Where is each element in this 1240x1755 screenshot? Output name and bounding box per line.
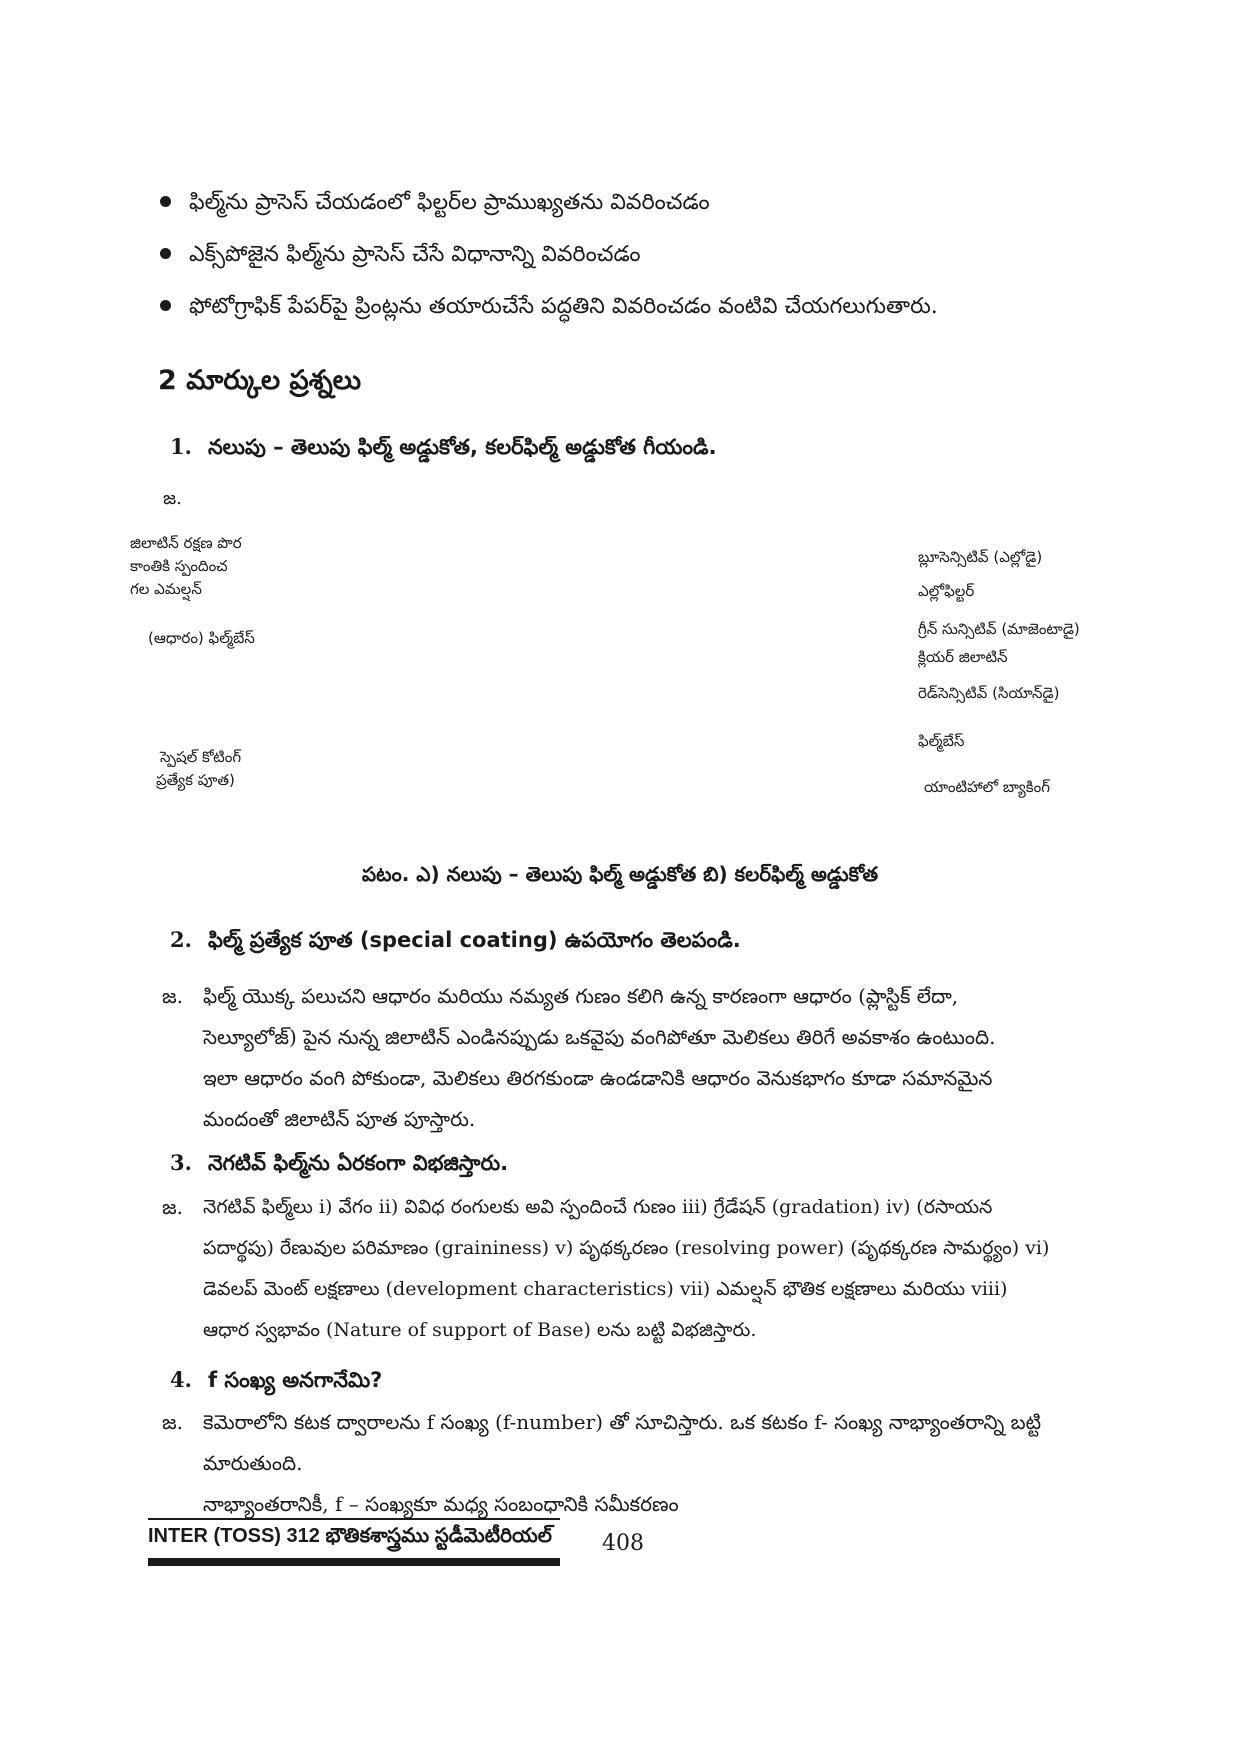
figure-caption: పటం. ఎ) నలుపు – తెలుపు ఫిల్మ్ అడ్డుకోత బి) కలర్‌ఫిల్మ్ అడ్డుకోత xyxy=(361,862,879,886)
bullet-item xyxy=(160,188,710,218)
answer-prefix: జ. xyxy=(162,1195,183,1219)
figure-label-left: (ఆధారం) ఫిల్మ్‌బేస్ xyxy=(148,629,255,647)
question-text: నెగటివ్ ఫిల్మ్‌ను ఏరకంగా విభజిస్తారు. xyxy=(207,1151,509,1175)
answer-prefix: జ. xyxy=(162,984,183,1008)
question-number: 1. xyxy=(170,434,192,459)
figure-label-right: రెడ్‌సెన్సిటివ్ (సియాన్‌డై) xyxy=(918,684,1060,702)
figure-label-right: క్లియర్ జిలాటిన్ xyxy=(918,648,1008,666)
answer-line: ఇలా ఆధారం వంగి పోకుండా, మెలికలు తిరగకుండా ఉండడానికి ఆధారం వెనుకభాగం కూడా సమానమైన xyxy=(203,1066,993,1090)
question-2 xyxy=(170,925,741,955)
figure-label-right: యాంటిహాలో బ్యాకింగ్ xyxy=(924,778,1050,796)
figure-label-left: గల ఎమల్షన్ xyxy=(130,580,202,598)
page-number: 408 xyxy=(602,1531,644,1556)
answer-line: నెగటివ్ ఫిల్మ్‌లు i) వేగం ii) వివిధ రంగులకు అవి స్పందించే గుణం iii) గ్రేడేషన్ (gradation) iv) (రసాయన xyxy=(203,1196,993,1218)
question-text: నలుపు – తెలుపు ఫిల్మ్ అడ్డుకోత, కలర్‌ఫిల్మ్ అడ్డుకోత గీయండి. xyxy=(207,435,717,459)
answer-prefix: జ. xyxy=(163,488,182,509)
answer-line: కెమెరాలోని కటక ద్వారాలను f సంఖ్య (f-number) తో సూచిస్తారు. ఒక కటకం f- సంఖ్య నాభ్యాంతరాన్ని బట్టి xyxy=(203,1410,1042,1434)
answer-prefix: జ. xyxy=(162,1410,183,1434)
question-4 xyxy=(170,1365,382,1395)
question-1 xyxy=(170,432,717,462)
figure-label-right: గ్రీన్ సున్సిటివ్ (మాజెంటాడై) xyxy=(918,620,1080,638)
figure-label-left: ప్రత్యేక పూత) xyxy=(156,771,235,789)
footer-title: INTER (TOSS) 312 భౌతికశాస్త్రము స్టడీమెటీరియల్ xyxy=(148,1525,552,1547)
question-text: ఫిల్మ్ ప్రత్యేక పూత (special coating) ఉపయోగం తెలపండి. xyxy=(207,928,741,952)
bullet-dot-icon xyxy=(160,248,171,259)
figure-label-left: కాంతికి స్పందించ xyxy=(130,557,228,575)
figure-label-left: జిలాటిన్ రక్షణ పొర xyxy=(130,534,242,552)
answer-line: మందంతో జిలాటిన్ పూత పూస్తారు. xyxy=(203,1107,476,1131)
bullet-text: ఫోటోగ్రాఫిక్ పేపర్‌పై ప్రింట్లను తయారుచేసే పద్ధతిని వివరించడం వంటివి చేయగలుగుతారు. xyxy=(189,294,938,319)
question-number: 2. xyxy=(170,927,192,952)
question-number: 4. xyxy=(170,1367,192,1392)
bullet-item xyxy=(160,240,641,270)
bullet-text: ఫిల్మ్‌ను ప్రాసెస్ చేయడంలో ఫిల్టర్‌ల ప్రాముఖ్యతను వివరించడం xyxy=(189,190,710,215)
figure-label-left: స్పెషల్ కోటింగ్ xyxy=(160,748,242,766)
question-number: 3. xyxy=(170,1150,192,1175)
section-title: 2 మార్కుల ప్రశ్నలు xyxy=(158,365,362,396)
answer-2 xyxy=(203,976,1143,1140)
answer-line: డెవలప్ మెంట్ లక్షణాలు (development characteristics) vii) ఎమల్షన్ భౌతిక లక్షణాలు మరియు viii) xyxy=(203,1278,1008,1300)
question-text: f సంఖ్య అనగానేమి? xyxy=(207,1368,383,1392)
answer-3 xyxy=(203,1187,1143,1351)
answer-4 xyxy=(203,1402,1143,1525)
figure-label-right: బ్లూసెన్సిటివ్ (ఎల్లోడై) xyxy=(918,548,1043,566)
answer-line: పదార్థపు) రేణువుల పరిమాణం (graininess) v) పృథక్కరణం (resolving power) (పృథక్కరణ సామర్థ్యం) vi) xyxy=(203,1237,1050,1259)
bullet-dot-icon xyxy=(160,196,171,207)
answer-line: మారుతుంది. xyxy=(203,1451,303,1475)
question-3 xyxy=(170,1148,508,1178)
bullet-text: ఎక్స్‌పోజైన ఫిల్మ్‌ను ప్రాసెస్ చేసే విధానాన్ని వివరించడం xyxy=(189,242,641,267)
answer-line: ఆధార స్వభావం (Nature of support of Base) లను బట్టి విభజిస్తారు. xyxy=(203,1319,757,1341)
answer-line: నాభ్యాంతరానికీ, f – సంఖ్యకూ మధ్య సంబంధానికి సమీకరణం xyxy=(203,1492,679,1516)
figure-label-right: ఫిల్మ్‌బేస్ xyxy=(918,732,965,750)
bullet-item xyxy=(160,292,938,322)
answer-line: సెల్యూలోజ్) పైన నున్న జిలాటిన్ ఎండినప్పుడు ఒకవైపు వంగిపోతూ మెలికలు తిరిగే అవకాశం ఉంటుంది. xyxy=(203,1025,996,1049)
bullet-dot-icon xyxy=(160,300,171,311)
answer-line: ఫిల్మ్ యొక్క పలుచని ఆధారం మరియు నమ్యత గుణం కలిగి ఉన్న కారణంగా ఆధారం (ప్లాస్టిక్ లేదా, xyxy=(203,984,959,1008)
footer-rule-thick xyxy=(148,1558,560,1566)
figure-label-right: ఎల్లోఫిల్టర్ xyxy=(918,582,975,600)
footer-rule xyxy=(148,1518,560,1520)
